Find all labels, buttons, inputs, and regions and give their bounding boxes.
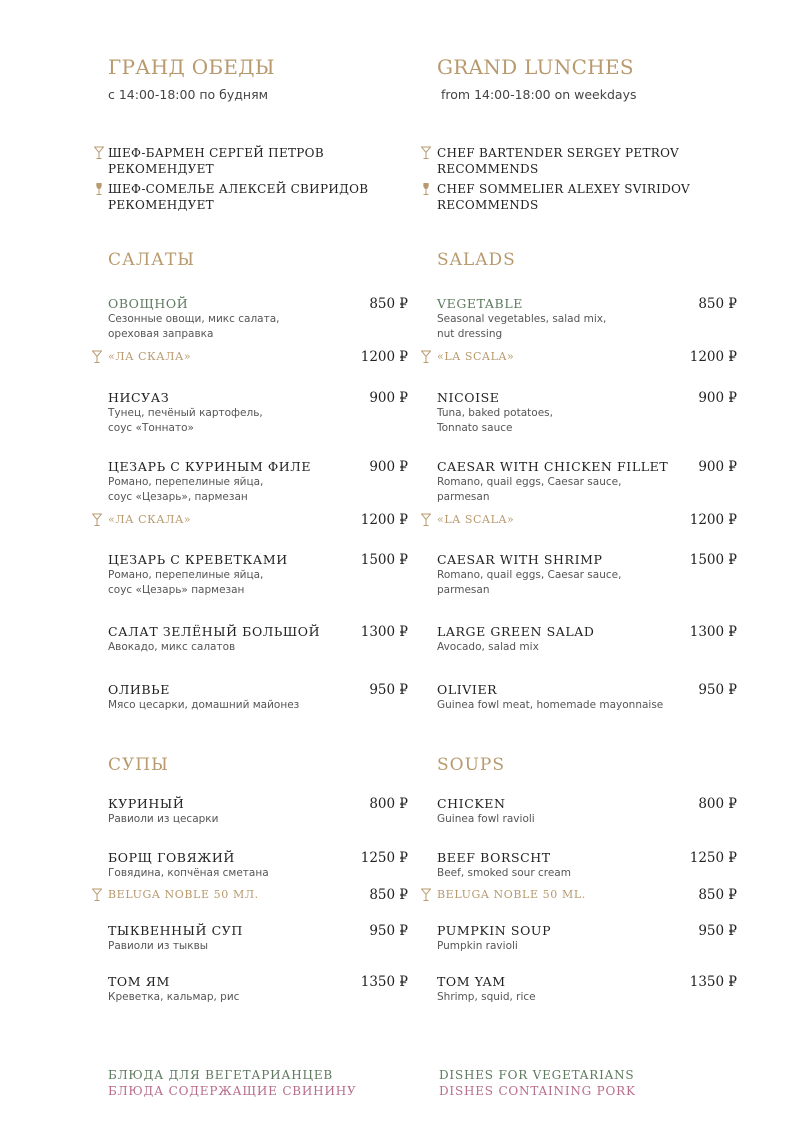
recommendation-line: ШЕФ-СОМЕЛЬЕ АЛЕКСЕЙ СВИРИДОВ — [108, 182, 369, 196]
item-name: LARGE GREEN SALAD — [437, 624, 595, 639]
recommendation-line: РЕКОМЕНДУЕТ — [108, 162, 214, 176]
recommendation-line: RECOMMENDS — [437, 198, 539, 212]
item-description: Beef, smoked sour cream — [437, 867, 571, 879]
item-name: TOM YAM — [437, 974, 506, 989]
item-name: OLIVIER — [437, 682, 498, 697]
item-description: Romano, quail eggs, Caesar sauce, — [437, 569, 622, 581]
item-name: ТЫКВЕННЫЙ СУП — [108, 923, 243, 938]
cocktail-glass-icon — [421, 350, 431, 364]
pairing-price: 850 ₽ — [369, 887, 408, 903]
item-name: ЦЕЗАРЬ С КРЕВЕТКАМИ — [108, 552, 288, 567]
item-description: Tonnato sauce — [437, 422, 513, 434]
item-description: Авокадо, микс салатов — [108, 641, 236, 653]
item-price: 900 ₽ — [698, 390, 737, 406]
item-price: 850 ₽ — [369, 296, 408, 312]
drink-pairing — [108, 887, 408, 903]
drink-pairing — [437, 887, 737, 903]
item-description: Shrimp, squid, rice — [437, 991, 536, 1003]
menu-item — [108, 390, 408, 436]
item-price: 950 ₽ — [369, 923, 408, 939]
menu-item — [437, 552, 737, 598]
item-name: NICOISE — [437, 390, 500, 405]
item-description: Говядина, копчёная сметана — [108, 867, 269, 879]
recommendation-line: CHEF BARTENDER SERGEY PETROV — [437, 146, 680, 160]
legend-pork: БЛЮДА СОДЕРЖАЩИЕ СВИНИНУ — [108, 1084, 357, 1098]
menu-item — [108, 552, 408, 598]
item-description: parmesan — [437, 584, 490, 596]
pairing-name: BELUGA NOBLE 50 МЛ. — [108, 888, 259, 901]
recommendation-line: CHEF SOMMELIER ALEXEY SVIRIDOV — [437, 182, 691, 196]
item-price: 1300 ₽ — [360, 624, 408, 640]
item-description: Равиоли из цесарки — [108, 813, 219, 825]
drink-pairing — [437, 349, 737, 365]
menu-item — [437, 974, 737, 1005]
menu-item — [437, 296, 737, 342]
item-price: 1300 ₽ — [689, 624, 737, 640]
menu-item — [108, 624, 408, 655]
menu-item — [437, 796, 737, 827]
item-name: ТОМ ЯМ — [108, 974, 170, 989]
item-name: BEEF BORSCHT — [437, 850, 551, 865]
english-menu-column — [437, 0, 737, 1122]
menu-item — [108, 974, 408, 1005]
item-description: Романо, перепелиные яйца, — [108, 476, 264, 488]
wine-glass-icon — [421, 182, 431, 196]
item-description: nut dressing — [437, 328, 503, 340]
item-description: Guinea fowl meat, homemade mayonnaise — [437, 699, 664, 711]
sommelier-recommendation — [437, 181, 737, 213]
item-name: ОЛИВЬЕ — [108, 682, 170, 697]
item-description: соус «Цезарь», пармезан — [108, 491, 248, 503]
menu-item — [437, 459, 737, 505]
pairing-price: 1200 ₽ — [689, 349, 737, 365]
item-price: 850 ₽ — [698, 296, 737, 312]
page-subtitle: from 14:00-18:00 on weekdays — [441, 87, 637, 102]
pairing-name: «ЛА СКАЛА» — [108, 513, 192, 526]
item-price: 950 ₽ — [369, 682, 408, 698]
russian-menu-column — [108, 0, 408, 1122]
item-price: 900 ₽ — [698, 459, 737, 475]
item-description: Сезонные овощи, микс салата, — [108, 313, 280, 325]
menu-item — [108, 682, 408, 713]
cocktail-glass-icon — [92, 513, 102, 527]
item-price: 1250 ₽ — [689, 850, 737, 866]
item-name: ОВОЩНОЙ — [108, 296, 189, 311]
menu-item — [437, 923, 737, 954]
item-description: Romano, quail eggs, Caesar sauce, — [437, 476, 622, 488]
pairing-price: 850 ₽ — [698, 887, 737, 903]
cocktail-glass-icon — [92, 350, 102, 364]
bartender-recommendation — [108, 145, 408, 177]
section-title-soups: СУПЫ — [108, 755, 169, 775]
menu-item — [108, 796, 408, 827]
item-price: 1250 ₽ — [360, 850, 408, 866]
cocktail-glass-icon — [94, 146, 104, 160]
item-price: 950 ₽ — [698, 923, 737, 939]
section-title-salads: САЛАТЫ — [108, 250, 196, 270]
recommendation-line: РЕКОМЕНДУЕТ — [108, 198, 214, 212]
drink-pairing — [108, 349, 408, 365]
item-name: ЦЕЗАРЬ С КУРИНЫМ ФИЛЕ — [108, 459, 312, 474]
item-description: Мясо цесарки, домашний майонез — [108, 699, 300, 711]
item-price: 950 ₽ — [698, 682, 737, 698]
menu-item — [108, 296, 408, 342]
sommelier-recommendation — [108, 181, 408, 213]
item-description: Равиоли из тыквы — [108, 940, 209, 952]
drink-pairing — [437, 512, 737, 528]
menu-item — [437, 850, 737, 881]
item-description: Guinea fowl ravioli — [437, 813, 535, 825]
item-description: Креветка, кальмар, рис — [108, 991, 240, 1003]
cocktail-glass-icon — [421, 888, 431, 902]
cocktail-glass-icon — [421, 513, 431, 527]
menu-item — [108, 459, 408, 505]
item-name: VEGETABLE — [437, 296, 523, 311]
pairing-name: «LA SCALA» — [437, 513, 515, 526]
drink-pairing — [108, 512, 408, 528]
item-price: 1350 ₽ — [689, 974, 737, 990]
item-price: 800 ₽ — [698, 796, 737, 812]
item-name: САЛАТ ЗЕЛЁНЫЙ БОЛЬШОЙ — [108, 624, 321, 639]
legend-vegetarian: DISHES FOR VEGETARIANS — [439, 1068, 635, 1082]
bartender-recommendation — [437, 145, 737, 177]
wine-glass-icon — [94, 182, 104, 196]
item-price: 1500 ₽ — [689, 552, 737, 568]
pairing-name: «ЛА СКАЛА» — [108, 350, 192, 363]
page-subtitle: с 14:00-18:00 по будням — [108, 87, 269, 102]
pairing-name: BELUGA NOBLE 50 ML. — [437, 888, 586, 901]
item-name: PUMPKIN SOUP — [437, 923, 552, 938]
item-price: 800 ₽ — [369, 796, 408, 812]
item-name: КУРИНЫЙ — [108, 796, 185, 811]
menu-item — [437, 682, 737, 713]
item-description: Тунец, печёный картофель, — [108, 407, 263, 419]
item-name: БОРЩ ГОВЯЖИЙ — [108, 850, 235, 865]
item-price: 1350 ₽ — [360, 974, 408, 990]
item-description: соус «Цезарь» пармезан — [108, 584, 245, 596]
legend-pork: DISHES CONTAINING PORK — [439, 1084, 636, 1098]
menu-item — [108, 923, 408, 954]
item-name: CAESAR WITH SHRIMP — [437, 552, 603, 567]
menu-item — [437, 624, 737, 655]
section-title-soups: SOUPS — [437, 755, 505, 775]
item-description: Pumpkin ravioli — [437, 940, 518, 952]
item-description: Avocado, salad mix — [437, 641, 539, 653]
item-price: 900 ₽ — [369, 390, 408, 406]
recommendation-line: ШЕФ-БАРМЕН СЕРГЕЙ ПЕТРОВ — [108, 146, 324, 160]
item-description: parmesan — [437, 491, 490, 503]
item-price: 900 ₽ — [369, 459, 408, 475]
item-description: Tuna, baked potatoes, — [437, 407, 553, 419]
item-name: НИСУАЗ — [108, 390, 170, 405]
item-price: 1500 ₽ — [360, 552, 408, 568]
pairing-price: 1200 ₽ — [360, 349, 408, 365]
page-title: ГРАНД ОБЕДЫ — [108, 55, 275, 79]
pairing-price: 1200 ₽ — [360, 512, 408, 528]
cocktail-glass-icon — [92, 888, 102, 902]
page-title: GRAND LUNCHES — [437, 55, 634, 79]
item-description: Seasonal vegetables, salad mix, — [437, 313, 607, 325]
item-description: ореховая заправка — [108, 328, 214, 340]
legend-vegetarian: БЛЮДА ДЛЯ ВЕГЕТАРИАНЦЕВ — [108, 1068, 333, 1082]
item-description: Романо, перепелиные яйца, — [108, 569, 264, 581]
pairing-name: «LA SCALA» — [437, 350, 515, 363]
pairing-price: 1200 ₽ — [689, 512, 737, 528]
section-title-salads: SALADS — [437, 250, 516, 270]
cocktail-glass-icon — [421, 146, 431, 160]
item-description: соус «Тоннато» — [108, 422, 194, 434]
recommendation-line: RECOMMENDS — [437, 162, 539, 176]
item-name: CHICKEN — [437, 796, 506, 811]
item-name: CAESAR WITH CHICKEN FILLET — [437, 459, 669, 474]
menu-item — [437, 390, 737, 436]
menu-item — [108, 850, 408, 881]
